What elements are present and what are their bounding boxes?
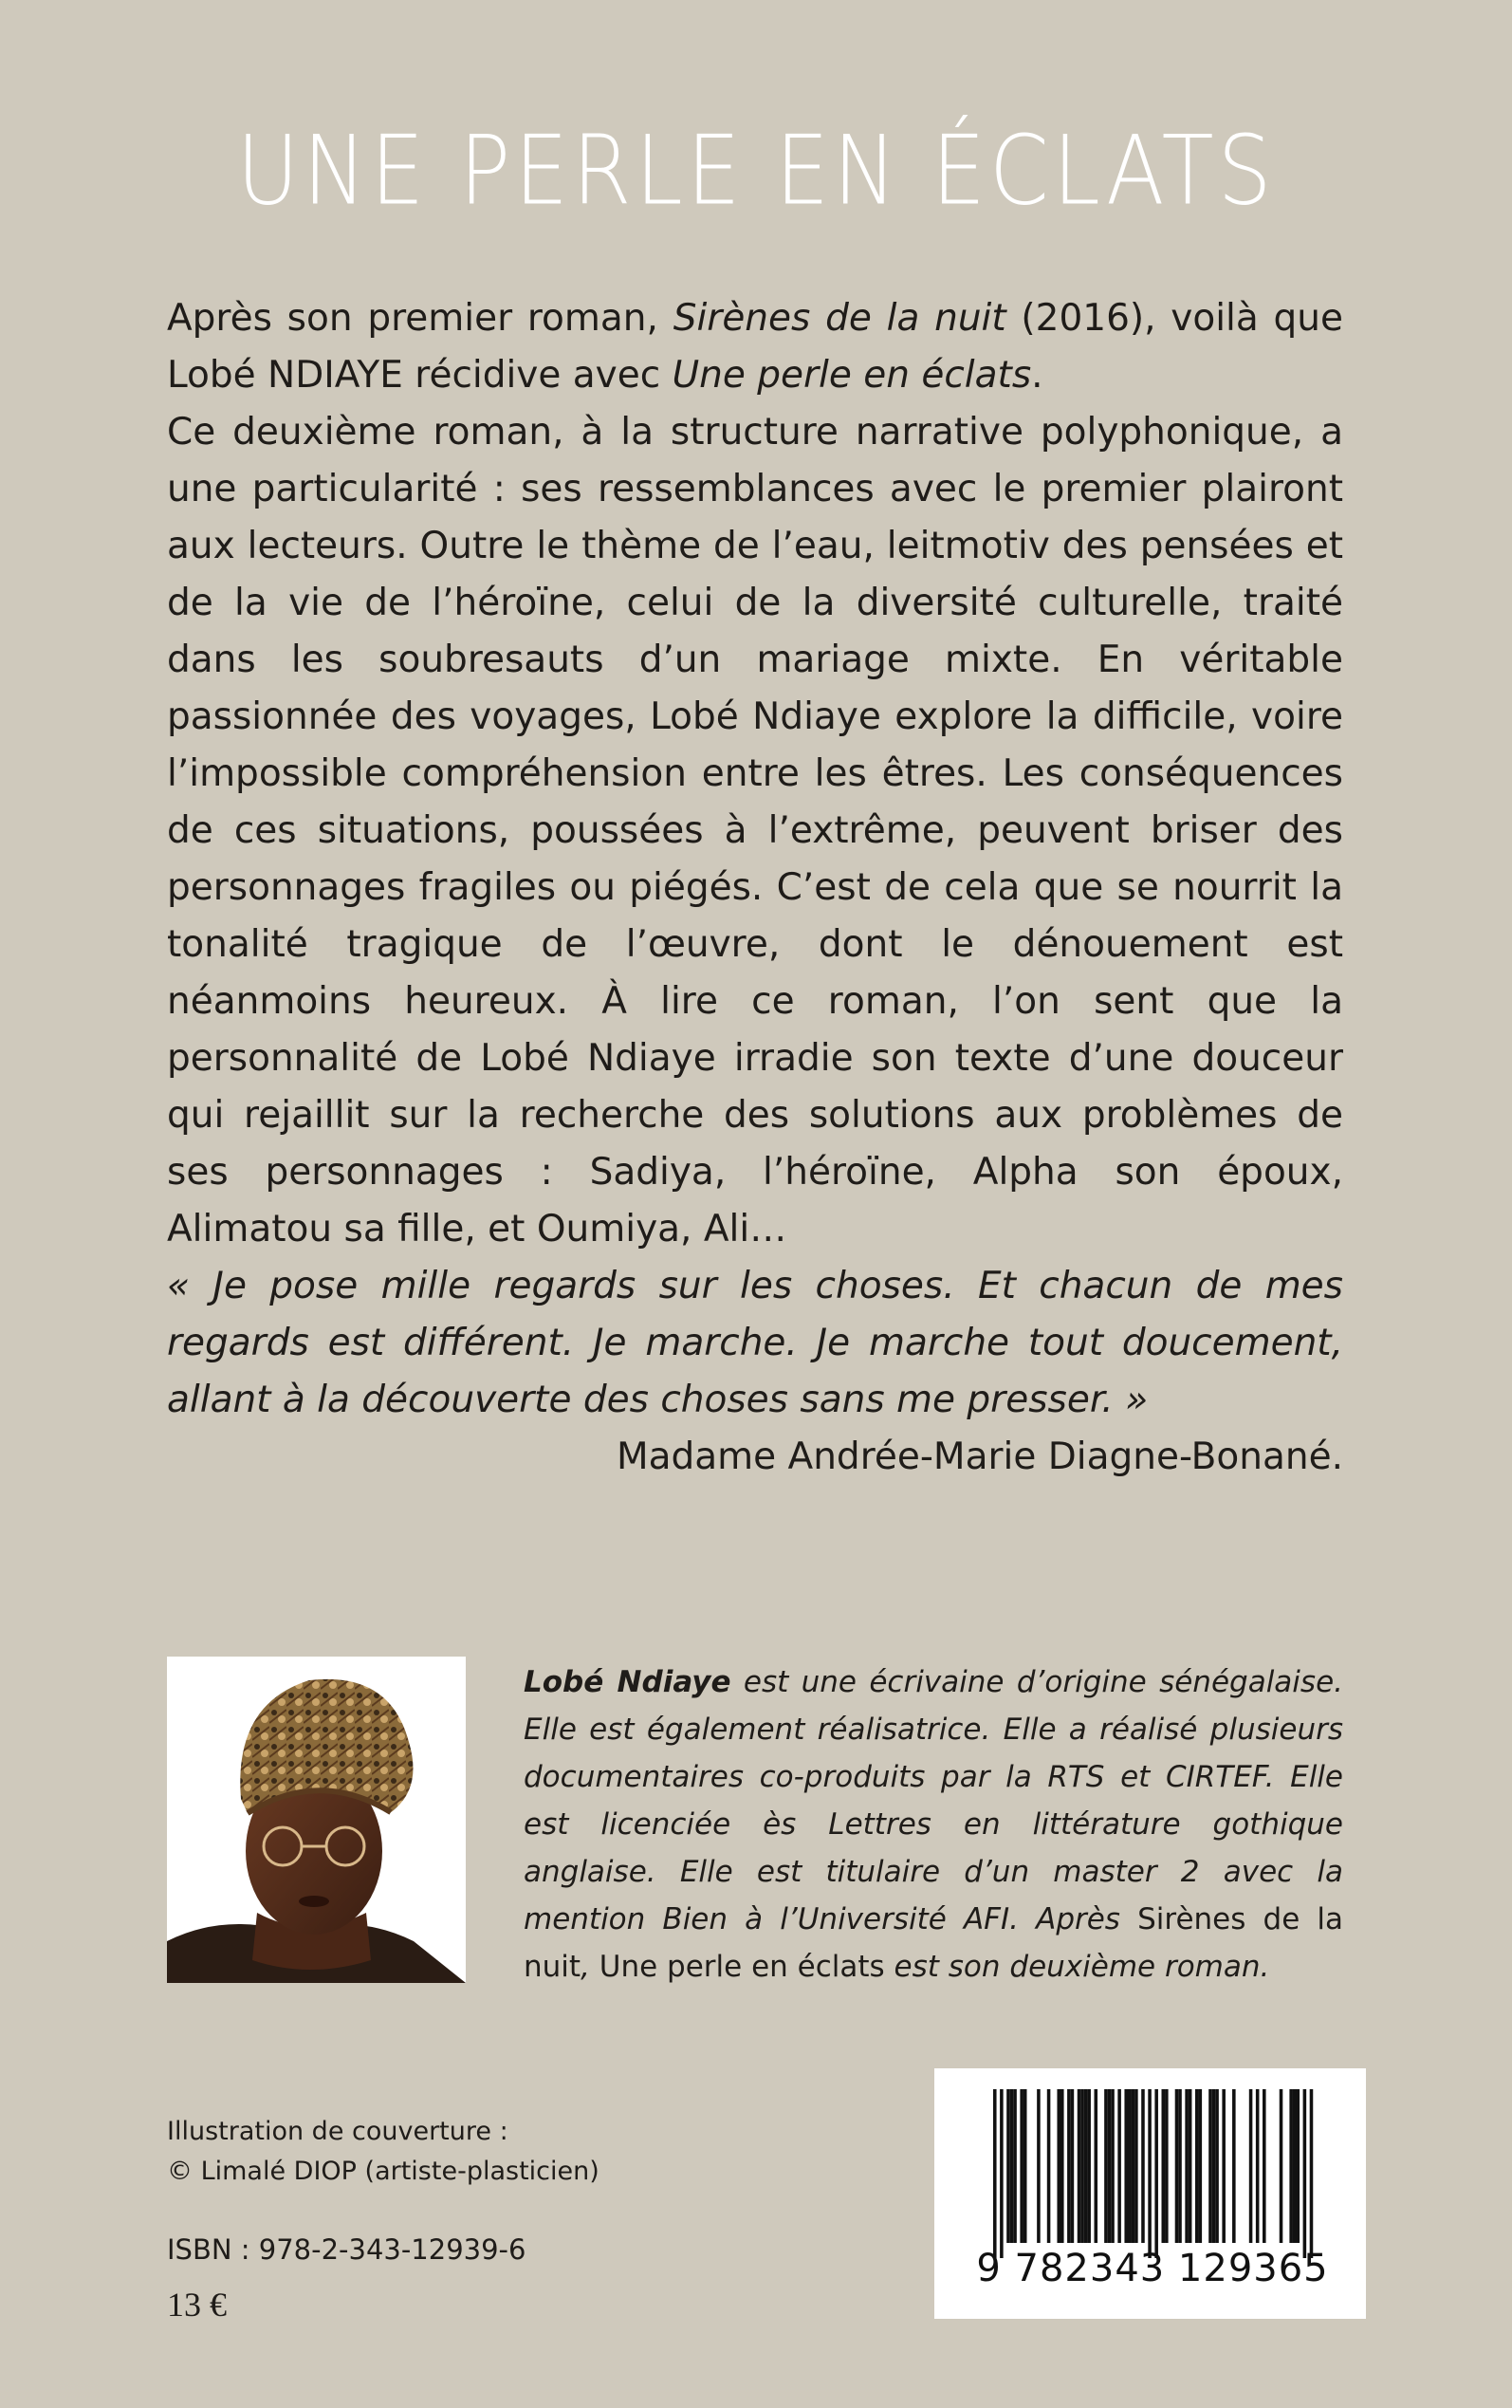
summary-intro — [167, 290, 1343, 404]
second-novel-title: Une perle en éclats — [672, 354, 1032, 397]
barcode-bar — [1006, 2089, 1010, 2243]
barcode-bar — [1111, 2089, 1115, 2243]
barcode-bar — [1162, 2089, 1166, 2243]
bio-book-1: Sirènes de la nuit — [524, 1902, 1343, 1984]
barcode-bar — [1080, 2089, 1084, 2243]
barcode-bar — [1104, 2089, 1108, 2243]
barcode-bar — [1154, 2089, 1158, 2258]
barcode-bar — [1132, 2089, 1135, 2243]
book-title: UNE PERLE EN ÉCLATS — [236, 115, 1276, 228]
bio-text-1: est une écrivaine d’origine sénégalaise. Elle est également réalisatrice. Elle a réalisé plusieurs documentaires co-produits par la RTS et CIRTEF. Elle est licenciée ès Lettres en littérature gothique anglaise. Elle est titulaire d’un master 2 avec la mention Bien à l’Université AFI. Après — [524, 1665, 1343, 1936]
summary-body: Ce deuxième roman, à la structure narrative polyphonique, a une particularité : ses ressemblances avec le premier plairont aux lecteurs. Outre le thème de l’eau, leitmotiv des pensées et de la vie de l’héroïne, celui de la diversité culturelle, traité dans les soubresauts d’un mariage mixte. En véritable passionnée des voyages, Lobé Ndiaye explore la difficile, voire l’impossible compréhension entre les êtres. Les conséquences de ces situations, poussées à l’extrême, peuvent briser des personnages fragiles ou piégés. C’est de cela que se nourrit la tonalité tragique de l’œuvre, dont le dénouement est néanmoins heureux. À lire ce roman, l’on sent que la personnalité de Lobé Ndiaye irradie son texte d’une douceur qui rejaillit sur la recherche des solutions aux problèmes de ses personnages : Sadiya, l’héroïne, Alpha son époux, Alimatou sa fille, et Oumiya, Ali… — [167, 411, 1343, 1250]
barcode-bar — [1199, 2089, 1203, 2243]
barcode-bar — [1289, 2089, 1293, 2243]
barcode-bar — [1117, 2089, 1121, 2243]
barcode-bar — [1263, 2089, 1266, 2243]
barcode-bar — [1165, 2089, 1169, 2243]
summary-intro-c: (2016), voilà que Lobé NDIAYE récidive avec — [167, 297, 1344, 397]
barcode-bar — [1010, 2089, 1014, 2243]
barcode-bar — [1256, 2089, 1260, 2243]
barcode-bar — [1297, 2089, 1300, 2243]
barcode-bar — [1095, 2089, 1098, 2243]
barcode-bar — [1222, 2089, 1226, 2243]
first-novel-title: Sirènes de la nuit — [673, 297, 1006, 340]
summary-intro-a: Après son premier roman, — [167, 297, 673, 340]
barcode-bar — [1280, 2089, 1283, 2243]
barcode-bar — [1141, 2089, 1145, 2243]
author-name: Lobé Ndiaye — [524, 1665, 731, 1699]
barcode-bar — [1124, 2089, 1128, 2243]
barcode-bar — [1000, 2089, 1004, 2258]
back-cover-summary — [167, 290, 1343, 1486]
barcode-bar — [1037, 2089, 1041, 2243]
barcode-bar — [1212, 2089, 1216, 2243]
barcode-bar — [1067, 2089, 1071, 2243]
barcode-bar — [1249, 2089, 1253, 2243]
barcode-bar — [1293, 2089, 1297, 2243]
bio-text-3: est son deuxième roman. — [884, 1950, 1270, 1984]
barcode-bar — [1310, 2089, 1314, 2258]
barcode-bar — [1134, 2089, 1138, 2243]
bio-book-2: Une perle en éclats — [599, 1950, 885, 1984]
barcode-bar — [1060, 2089, 1064, 2243]
barcode-bar — [1195, 2089, 1199, 2243]
price-text: 13 € — [167, 2286, 227, 2324]
author-photo — [167, 1657, 466, 1983]
barcode-bar — [1175, 2089, 1179, 2243]
barcode-bar — [1071, 2089, 1075, 2243]
barcode-bar — [1023, 2089, 1027, 2243]
illustration-credits — [167, 2112, 736, 2192]
barcode-bar — [1057, 2089, 1060, 2243]
barcode-bar — [1087, 2089, 1091, 2243]
barcode-bar — [1185, 2089, 1189, 2243]
bio-text-2: , — [581, 1950, 599, 1984]
barcode-bar — [1303, 2089, 1307, 2258]
barcode-bar — [1148, 2089, 1152, 2258]
barcode-bar — [1047, 2089, 1051, 2243]
barcode-bar — [1078, 2089, 1081, 2243]
credits-line-1: Illustration de couverture : — [167, 2117, 508, 2146]
barcode-bar — [1178, 2089, 1182, 2243]
barcode-bar — [1189, 2089, 1192, 2243]
barcode — [934, 2068, 1366, 2319]
barcode-bar — [1020, 2089, 1023, 2243]
barcode-bar — [1128, 2089, 1132, 2243]
credits-line-2: © Limalé DIOP (artiste-plasticien) — [167, 2157, 599, 2186]
barcode-bar — [993, 2089, 997, 2258]
barcode-bar — [1232, 2089, 1236, 2243]
barcode-number: 9 782343 129365 — [976, 2247, 1329, 2290]
author-bio — [524, 1658, 1343, 1991]
summary-intro-e: . — [1031, 354, 1043, 397]
quote-signature: Madame Andrée-Marie Diagne-Bonané. — [616, 1436, 1343, 1478]
isbn-text: ISBN : 978-2-343-12939-6 — [167, 2233, 526, 2266]
barcode-bar — [1013, 2089, 1017, 2243]
summary-quote: « Je pose mille regards sur les choses. Et chacun de mes regards est différent. Je marche. Je marche tout doucement, allant à la découverte des choses sans me presser. » — [167, 1265, 1343, 1421]
barcode-bar — [1215, 2089, 1219, 2243]
barcode-bar — [1084, 2089, 1088, 2243]
barcode-bar — [1108, 2089, 1112, 2243]
barcode-bar — [1208, 2089, 1212, 2243]
